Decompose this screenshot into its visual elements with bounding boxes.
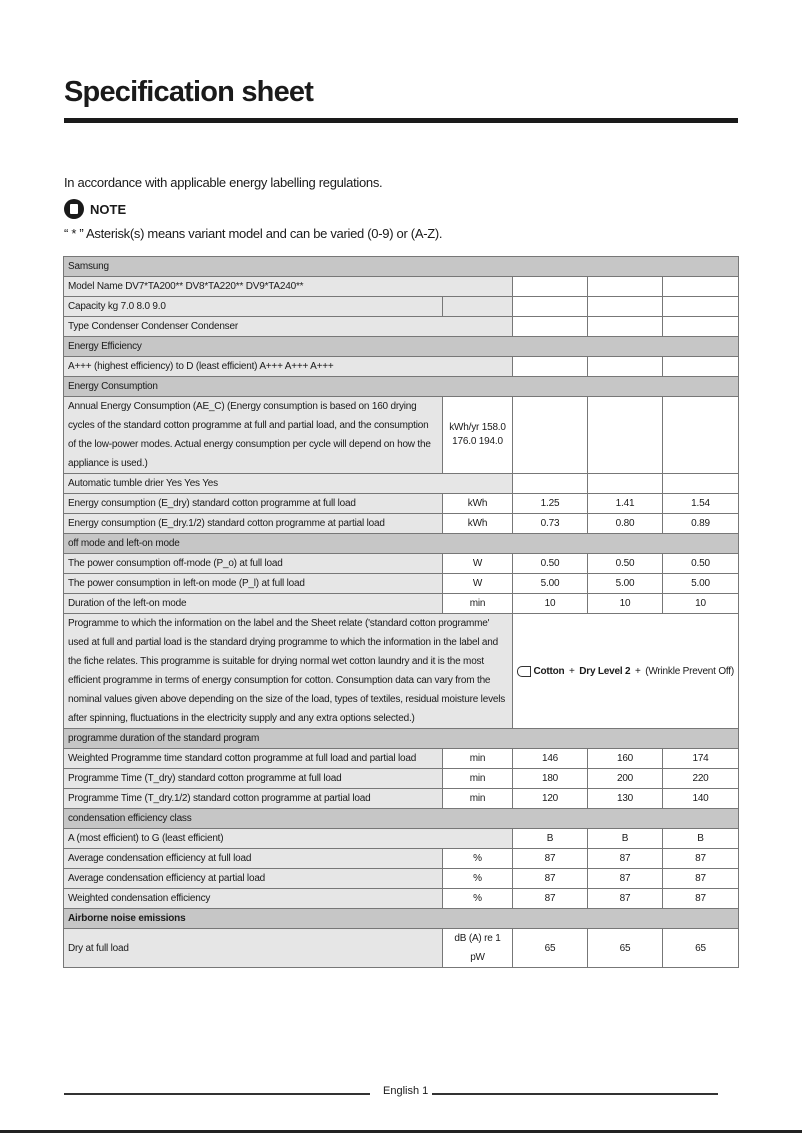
table-row bbox=[64, 849, 739, 869]
unit-cell: min bbox=[443, 749, 513, 769]
value-cell: 180 bbox=[513, 769, 588, 789]
programme-plus1: + bbox=[566, 665, 578, 677]
value-cell: 65 bbox=[513, 929, 588, 968]
value-cell: 10 bbox=[513, 594, 588, 614]
value-cell bbox=[588, 357, 663, 377]
section-title: Energy Efficiency bbox=[64, 337, 739, 357]
value-cell bbox=[513, 357, 588, 377]
section-header-row bbox=[64, 909, 739, 929]
row-label: Average condensation efficiency at partial load bbox=[64, 869, 443, 889]
unit-cell: min bbox=[443, 789, 513, 809]
programme-cell bbox=[513, 614, 739, 729]
unit-cell: W bbox=[443, 574, 513, 594]
value-cell bbox=[663, 474, 739, 494]
value-cell: 87 bbox=[663, 849, 739, 869]
unit-cell: % bbox=[443, 889, 513, 909]
value-cell bbox=[663, 357, 739, 377]
value-cell bbox=[513, 297, 588, 317]
intro-text: In accordance with applicable energy labelling regulations. bbox=[64, 175, 383, 190]
programme-cotton: Cotton bbox=[533, 665, 565, 677]
value-cell: 87 bbox=[513, 889, 588, 909]
table-row bbox=[64, 789, 739, 809]
value-cell bbox=[663, 317, 739, 337]
value-cell: 5.00 bbox=[513, 574, 588, 594]
page-title: Specification sheet bbox=[64, 76, 314, 108]
row-label: A (most efficient) to G (least efficient) bbox=[64, 829, 513, 849]
row-label: The power consumption off-mode (P_o) at full load bbox=[64, 554, 443, 574]
value-cell: 220 bbox=[663, 769, 739, 789]
table-row bbox=[64, 357, 739, 377]
programme-plus2: + bbox=[632, 665, 644, 677]
value-cell: B bbox=[513, 829, 588, 849]
value-cell bbox=[588, 297, 663, 317]
value-cell: 87 bbox=[588, 869, 663, 889]
row-label: Average condensation efficiency at full load bbox=[64, 849, 443, 869]
table-row bbox=[64, 474, 739, 494]
value-cell bbox=[588, 317, 663, 337]
programme-dry-level: Dry Level 2 bbox=[579, 665, 631, 677]
table-row bbox=[64, 889, 739, 909]
row-label: Capacity kg 7.0 8.0 9.0 bbox=[64, 297, 443, 317]
value-cell: 0.80 bbox=[588, 514, 663, 534]
value-cell: 0.50 bbox=[663, 554, 739, 574]
row-label: Dry at full load bbox=[64, 929, 443, 968]
value-cell bbox=[588, 397, 663, 474]
value-cell: 0.89 bbox=[663, 514, 739, 534]
unit-cell: kWh/yr 158.0 176.0 194.0 bbox=[443, 397, 513, 474]
value-cell: 87 bbox=[588, 849, 663, 869]
table-row bbox=[64, 317, 739, 337]
value-cell bbox=[663, 277, 739, 297]
table-row bbox=[64, 277, 739, 297]
value-cell bbox=[513, 277, 588, 297]
table-row bbox=[64, 554, 739, 574]
value-cell: 1.54 bbox=[663, 494, 739, 514]
value-cell bbox=[663, 297, 739, 317]
row-label: Programme to which the information on the label and the Sheet relate ('standard cotton programme' used at full and partial load is the standard drying programme to which the information in the label and the fiche relates. This programme is suitable for drying normal wet cotton laundry and it is the most efficient programme in terms of energy consumption for cotton. Consumption data can vary from the nominal values given above depending on the size of the load, types of textiles, residual moisture levels after spinning, fluctuations in the electricity supply and any extra options selected.) bbox=[64, 614, 513, 729]
table-row bbox=[64, 869, 739, 889]
value-cell: 130 bbox=[588, 789, 663, 809]
table-row bbox=[64, 494, 739, 514]
value-cell: 140 bbox=[663, 789, 739, 809]
row-label: Weighted condensation efficiency bbox=[64, 889, 443, 909]
section-title: off mode and left-on mode bbox=[64, 534, 739, 554]
value-cell bbox=[588, 277, 663, 297]
table-row bbox=[64, 397, 739, 474]
unit-cell: min bbox=[443, 769, 513, 789]
row-label: Model Name DV7*TA200** DV8*TA220** DV9*TA240** bbox=[64, 277, 513, 297]
value-cell: 160 bbox=[588, 749, 663, 769]
row-label: A+++ (highest efficiency) to D (least efficient) A+++ A+++ A+++ bbox=[64, 357, 513, 377]
row-label: Automatic tumble drier Yes Yes Yes bbox=[64, 474, 513, 494]
unit-cell: kWh bbox=[443, 494, 513, 514]
table-row bbox=[64, 749, 739, 769]
row-label: Programme Time (T_dry) standard cotton programme at full load bbox=[64, 769, 443, 789]
table-row bbox=[64, 574, 739, 594]
section-header-row bbox=[64, 729, 739, 749]
cotton-programme-icon bbox=[517, 666, 531, 677]
footer-rule-right bbox=[432, 1093, 718, 1095]
row-label: Annual Energy Consumption (AE_C) (Energy consumption is based on 160 drying cycles of the standard cotton programme at full and partial load, and the consumption of the low-power modes. Actual energy consumption per cycle will depend on how the appliance is used.) bbox=[64, 397, 443, 474]
value-cell: 87 bbox=[513, 849, 588, 869]
unit-cell bbox=[443, 297, 513, 317]
value-cell: 87 bbox=[663, 869, 739, 889]
row-label: Energy consumption (E_dry) standard cotton programme at full load bbox=[64, 494, 443, 514]
section-header-row bbox=[64, 534, 739, 554]
value-cell: 0.50 bbox=[513, 554, 588, 574]
row-label: Duration of the left-on mode bbox=[64, 594, 443, 614]
unit-cell: dB (A) re 1 pW bbox=[443, 929, 513, 968]
section-header-row bbox=[64, 337, 739, 357]
value-cell: 0.50 bbox=[588, 554, 663, 574]
table-row bbox=[64, 614, 739, 729]
section-title: Samsung bbox=[64, 257, 739, 277]
unit-cell: min bbox=[443, 594, 513, 614]
unit-cell: % bbox=[443, 849, 513, 869]
unit-cell: W bbox=[443, 554, 513, 574]
unit-cell: kWh bbox=[443, 514, 513, 534]
value-cell: 10 bbox=[663, 594, 739, 614]
table-row bbox=[64, 829, 739, 849]
programme-name bbox=[517, 662, 734, 681]
value-cell: 200 bbox=[588, 769, 663, 789]
value-cell: 5.00 bbox=[588, 574, 663, 594]
section-title: programme duration of the standard program bbox=[64, 729, 739, 749]
note-heading bbox=[64, 199, 126, 219]
value-cell: 5.00 bbox=[663, 574, 739, 594]
table-row bbox=[64, 929, 739, 968]
row-label: Type Condenser Condenser Condenser bbox=[64, 317, 513, 337]
value-cell: 1.25 bbox=[513, 494, 588, 514]
value-cell: 10 bbox=[588, 594, 663, 614]
note-icon bbox=[64, 199, 84, 219]
value-cell: 146 bbox=[513, 749, 588, 769]
value-cell bbox=[588, 474, 663, 494]
section-title: Energy Consumption bbox=[64, 377, 739, 397]
value-cell: 174 bbox=[663, 749, 739, 769]
value-cell: B bbox=[663, 829, 739, 849]
value-cell: 87 bbox=[513, 869, 588, 889]
section-title: Airborne noise emissions bbox=[64, 909, 739, 929]
value-cell: 1.41 bbox=[588, 494, 663, 514]
footer-rule-left bbox=[64, 1093, 370, 1095]
value-cell: 87 bbox=[588, 889, 663, 909]
table-row bbox=[64, 297, 739, 317]
row-label: Programme Time (T_dry.1/2) standard cotton programme at partial load bbox=[64, 789, 443, 809]
section-header-row bbox=[64, 377, 739, 397]
table-row bbox=[64, 514, 739, 534]
section-header-row bbox=[64, 257, 739, 277]
title-rule bbox=[64, 118, 738, 123]
row-label: The power consumption in left-on mode (P_l) at full load bbox=[64, 574, 443, 594]
value-cell: 87 bbox=[663, 889, 739, 909]
value-cell: 65 bbox=[588, 929, 663, 968]
value-cell: 65 bbox=[663, 929, 739, 968]
value-cell bbox=[663, 397, 739, 474]
value-cell bbox=[513, 474, 588, 494]
row-label: Energy consumption (E_dry.1/2) standard cotton programme at partial load bbox=[64, 514, 443, 534]
row-label: Weighted Programme time standard cotton programme at full load and partial load bbox=[64, 749, 443, 769]
table-row bbox=[64, 594, 739, 614]
note-label: NOTE bbox=[90, 201, 127, 217]
value-cell bbox=[513, 317, 588, 337]
unit-cell: % bbox=[443, 869, 513, 889]
page-number: English 1 bbox=[383, 1085, 429, 1097]
programme-wrinkle: (Wrinkle Prevent Off) bbox=[645, 665, 735, 677]
value-cell: 0.73 bbox=[513, 514, 588, 534]
spec-table bbox=[63, 256, 739, 968]
section-header-row bbox=[64, 809, 739, 829]
value-cell: B bbox=[588, 829, 663, 849]
asterisk-note: “ * ” Asterisk(s) means variant model and can be varied (0-9) or (A-Z). bbox=[64, 226, 443, 241]
value-cell: 120 bbox=[513, 789, 588, 809]
table-row bbox=[64, 769, 739, 789]
section-title: condensation efficiency class bbox=[64, 809, 739, 829]
value-cell bbox=[513, 397, 588, 474]
